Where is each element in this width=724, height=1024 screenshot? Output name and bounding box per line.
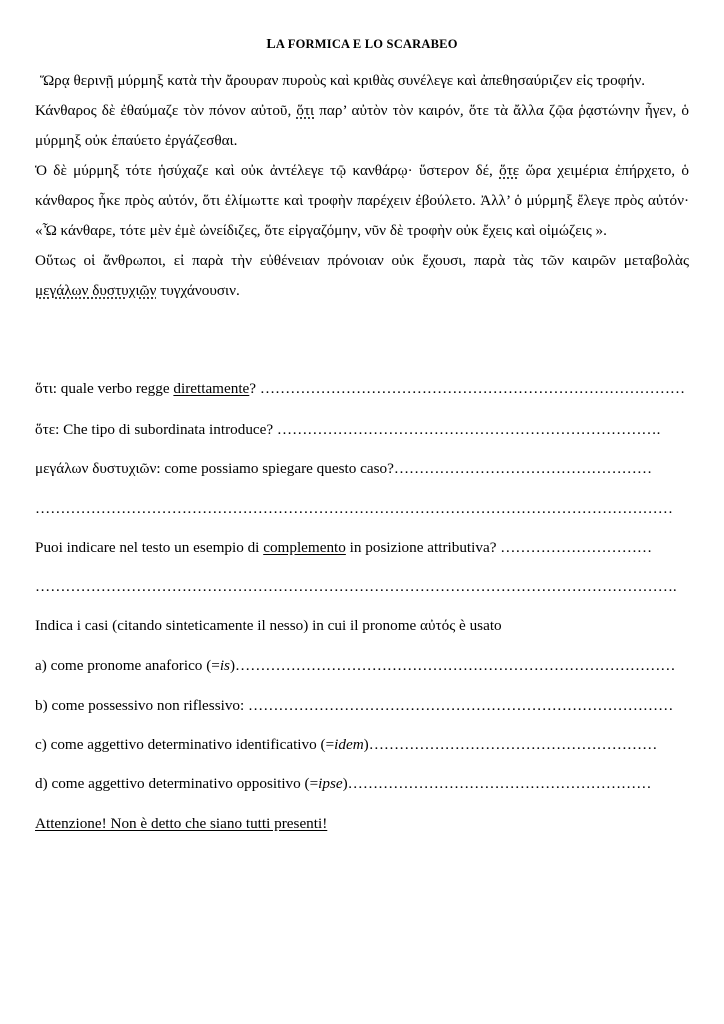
answer-dots: )………………………………………………… xyxy=(363,736,658,753)
question-a-anaphoric xyxy=(35,657,689,675)
answer-dots: )…………………………………………………………………………… xyxy=(229,657,676,674)
question-attributive xyxy=(35,539,689,557)
question-autos: Indica i casi (citando sinteticamente il nesso) in cui il pronome αὐτός è usato xyxy=(35,617,502,634)
question-ote: ὅτε: Che tipo di subordinata introduce? …………………………………………………………………. xyxy=(35,421,661,438)
highlight-ote: ὅτε xyxy=(499,162,520,179)
highlight-oti: ὅτι xyxy=(296,102,315,119)
question-d-oppositive xyxy=(35,775,689,793)
greek-text-span: Κάνθαρος δὲ ἐθαύμαζε τὸν πόνον αὐτοῦ, xyxy=(35,102,297,119)
latin-word: is xyxy=(219,657,230,674)
latin-word: idem xyxy=(334,736,364,753)
greek-text-span: τυγχάνουσιν. xyxy=(156,282,240,299)
question-oti xyxy=(35,380,689,398)
answer-dots: )…………………………………………………… xyxy=(342,775,652,792)
greek-text-span: Οὕτως οἱ ἄνθρωποι, εἰ παρὰ τὴν εὐθένειαν πρόνοιαν οὐκ ἔχουσι, παρὰ τὰς τῶν καιρῶν μεταβολὰς xyxy=(35,252,689,269)
greek-text xyxy=(35,66,689,306)
underlined-word: complemento xyxy=(263,539,346,556)
answer-line-1: ……………………………………………………………………………………………………………… xyxy=(35,500,673,517)
question-text: ὅτι: quale verbo regge xyxy=(35,380,174,397)
title-rest: A FORMICA E LO SCARABEO xyxy=(275,37,458,51)
greek-paragraph-1: Ὥρᾳ θερινῇ μύρμηξ κατὰ τὴν ἄρουραν πυροὺς καὶ κριθὰς συνέλεγε καὶ ἀπεθησαύριζεν εἰς τροφήν. xyxy=(40,72,646,89)
answer-dots: in posizione attributiva? ………………………… xyxy=(345,539,653,556)
greek-text-span: Ὁ δὲ μύρμηξ τότε ἡσύχαζε καὶ οὐκ ἀντέλεγε τῷ κανθάρῳ· ὕστερον δέ, xyxy=(35,162,500,179)
question-c-identifying xyxy=(35,736,689,754)
question-text: Puoi indicare nel testo un esempio di xyxy=(35,539,264,556)
answer-line-2: ………………………………………………………………………………………………………………. xyxy=(35,578,677,595)
question-b-possessive: b) come possessivo non riflessivo: ………………………………………………………………………… xyxy=(35,697,674,714)
question-text: d) come aggettivo determinativo oppositivo (= xyxy=(35,775,319,792)
warning-note: Attenzione! Non è detto che siano tutti presenti! xyxy=(35,815,328,832)
greek-paragraph-4 xyxy=(35,246,689,306)
highlight-megalon-dystychion: μεγάλων δυστυχιῶν xyxy=(35,282,157,299)
question-text: c) come aggettivo determinativo identificativo (= xyxy=(35,736,335,753)
greek-text-span: παρ’ αὐτὸν τὸν καιρόν, ὅτε τὰ ἄλλα ζῷα ῥᾳστώνην ἦγεν, ὁ μύρμηξ οὐκ ἐπαύετο ἐργάζεσθαι. xyxy=(35,102,689,149)
answer-dots: ? ………………………………………………………………………… xyxy=(249,380,686,397)
question-text: a) come pronome anaforico (= xyxy=(35,657,220,674)
latin-word: ipse xyxy=(318,775,343,792)
question-case: μεγάλων δυστυχιῶν: come possiamo spiegare questo caso?…………………………………………… xyxy=(35,460,653,477)
greek-paragraph-3 xyxy=(35,156,689,246)
greek-paragraph-2 xyxy=(35,96,689,156)
page-title xyxy=(35,37,689,53)
underlined-word: direttamente xyxy=(173,380,250,397)
title-initial: L xyxy=(266,37,276,52)
greek-text-span: ὥρα χειμέρια ἐπήρχετο, ὁ κάνθαρος ἧκε πρὸς αὐτόν, ὅτι ἐλίμωττε καὶ τροφὴν παρέχειν ἐβούλετο. Ἀλλ’ ὁ μύρμηξ ἔλεγε πρὸς αὐτόν· «Ὦ κάνθαρε, τότε μὲν ἐμὲ ὠνείδιζες, ὅτε εἰργαζόμην, νῦν δὲ τροφὴν οὐκ ἔχεις καὶ οἰμώζεις ». xyxy=(35,162,689,239)
